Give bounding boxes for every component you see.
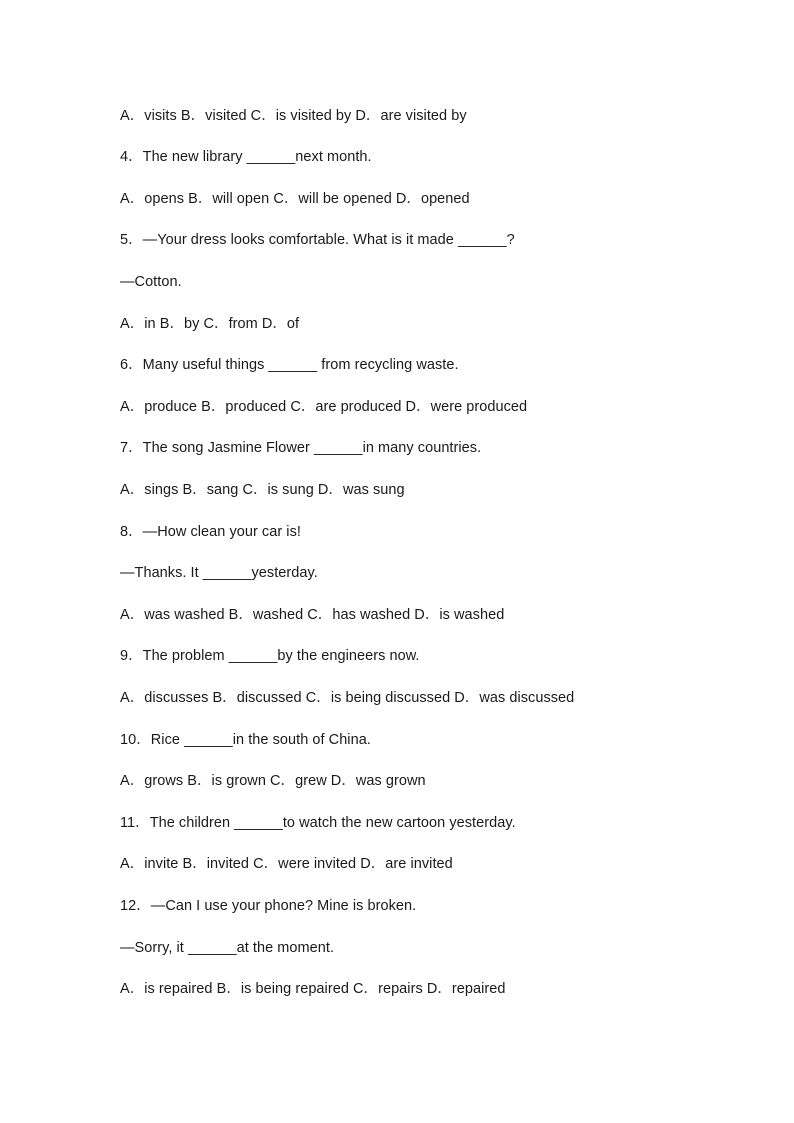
answer-options-11: A．invite B．invited C．were invited D．are invited	[120, 856, 453, 872]
question-5: 5．—Your dress looks comfortable. What is it made ______?	[120, 232, 515, 248]
question-8: 8．—How clean your car is!	[120, 524, 301, 540]
answer-options-9: A．discusses B．discussed C．is being discussed D．was discussed	[120, 690, 575, 706]
question-12: 12．—Can I use your phone? Mine is broken.	[120, 898, 417, 914]
question-5-reply: —Cotton.	[120, 274, 182, 290]
answer-options-10: A．grows B．is grown C．grew D．was grown	[120, 773, 426, 789]
answer-options-8: A．was washed B．washed C．has washed D．is washed	[120, 607, 505, 623]
question-11: 11．The children ______to watch the new cartoon yesterday.	[120, 815, 516, 831]
question-10: 10．Rice ______in the south of China.	[120, 732, 371, 748]
answer-options-3: A．visits B．visited C．is visited by D．are visited by	[120, 108, 467, 124]
question-7: 7．The song Jasmine Flower ______in many countries.	[120, 440, 482, 456]
question-8-reply: —Thanks. It ______yesterday.	[120, 565, 318, 581]
answer-options-12: A．is repaired B．is being repaired C．repairs D．repaired	[120, 981, 506, 997]
question-6: 6．Many useful things ______ from recycling waste.	[120, 357, 459, 373]
answer-options-4: A．opens B．will open C．will be opened D．opened	[120, 191, 470, 207]
question-4: 4．The new library ______next month.	[120, 149, 372, 165]
answer-options-5: A．in B．by C．from D．of	[120, 316, 300, 332]
answer-options-6: A．produce B．produced C．are produced D．were produced	[120, 399, 528, 415]
answer-options-7: A．sings B．sang C．is sung D．was sung	[120, 482, 405, 498]
question-9: 9．The problem ______by the engineers now.	[120, 648, 420, 664]
question-12-reply: —Sorry, it ______at the moment.	[120, 940, 335, 956]
